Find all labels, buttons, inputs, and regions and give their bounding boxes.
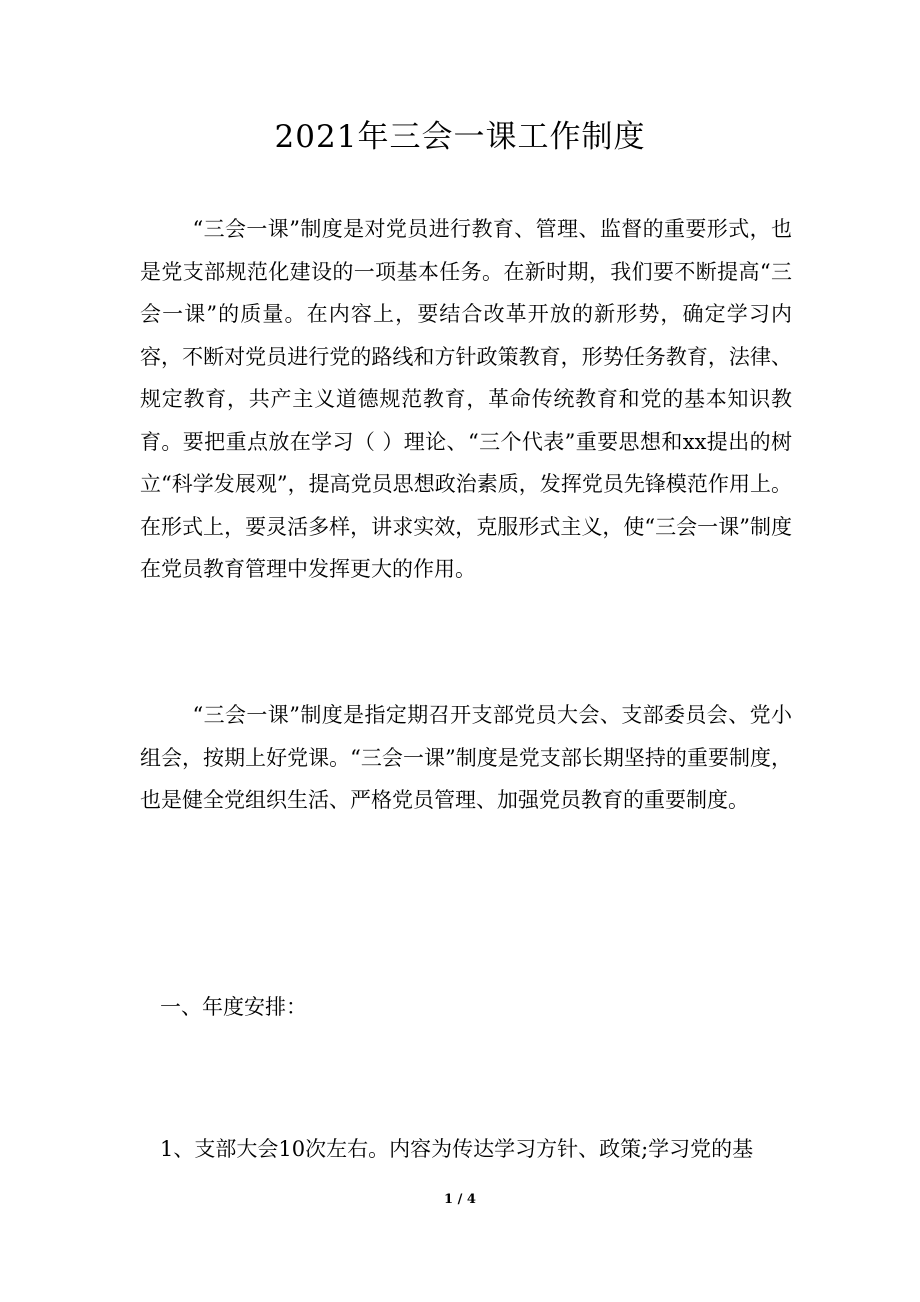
paragraph-intro: “三会一课”制度是对党员进行教育、管理、监督的重要形式，也是党支部规范化建设的一项基本任务。在新时期，我们要不断提高“三会一课”的质量。在内容上，要结合改革开放的新形势，确定学习内容，不断对党员进行党的路线和方针政策教育，形势任务教育，法律、规定教育，共产主义道德规范教育，革命传统教育和党的基本知识教育。要把重点放在学习（ ）理论、“三个代表”重要思想和xx提出的树立“科学发展观”，提高党员思想政治素质，发挥党员先锋模范作用上。在形式上，要灵活多样，讲求实效，克服形式主义，使“三会一课”制度在党员教育管理中发挥更大的作用。 bbox=[140, 217, 792, 581]
page-indicator: 1 / 4 bbox=[444, 1192, 476, 1207]
section-heading-annual-plan: 一、年度安排： bbox=[160, 995, 307, 1019]
document-title: 2021年三会一课工作制度 bbox=[274, 119, 646, 155]
paragraph-definition: “三会一课”制度是指定期召开支部党员大会、支部委员会、党小组会，按期上好党课。“三会一课”制度是党支部长期坚持的重要制度，也是健全党组织生活、严格党员管理、加强党员教育的重要制度。 bbox=[140, 703, 792, 812]
list-item: 1、支部大会10次左右。内容为传达学习方针、政策;学习党的基 bbox=[160, 1137, 754, 1161]
